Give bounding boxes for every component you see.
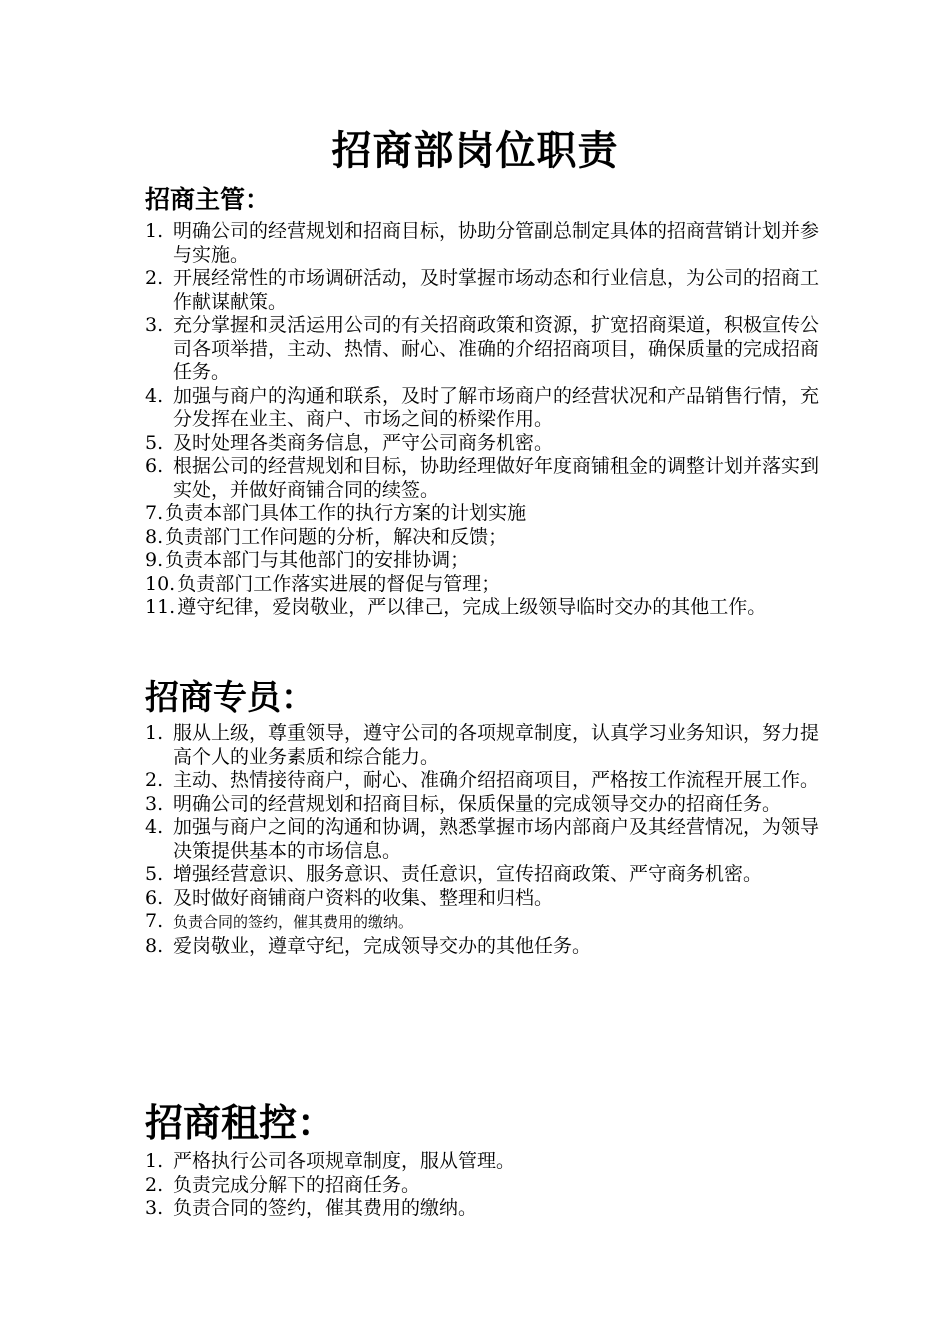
list-item — [145, 935, 825, 959]
list-item — [145, 793, 825, 817]
section-specialist — [145, 674, 825, 958]
item-text: 明确公司的经营规划和招商目标，协助分管副总制定具体的招商营销计划并参与实施。 — [173, 220, 820, 266]
item-text: 负责合同的签约，催其费用的缴纳。 — [173, 1197, 478, 1219]
item-text: 遵守纪律，爱岗敬业，严以律己，完成上级领导临时交办的其他工作。 — [177, 596, 767, 618]
list-item — [145, 549, 825, 573]
section-heading-supervisor: 招商主管： — [145, 185, 271, 214]
item-text: 爱岗敬业，遵章守纪，完成领导交办的其他任务。 — [173, 934, 592, 957]
item-number: 2. — [145, 267, 164, 289]
list-item — [145, 722, 825, 769]
item-number: 1. — [145, 722, 164, 744]
item-text: 及时做好商铺商户资料的收集、整理和归档。 — [173, 886, 554, 909]
list-item — [145, 596, 825, 620]
section-rent-control — [145, 1096, 825, 1221]
item-number: 2. — [145, 769, 164, 791]
list-item — [145, 887, 825, 911]
list-item — [145, 385, 825, 432]
section-supervisor — [145, 180, 825, 620]
item-text: 开展经常性的市场调研活动，及时掌握市场动态和行业信息，为公司的招商工作献谋献策。 — [173, 267, 820, 313]
list-item — [145, 526, 825, 550]
list-item — [145, 573, 825, 597]
section-heading-rent-control: 招商租控： — [145, 1100, 336, 1145]
item-number: 4. — [145, 816, 164, 838]
item-number: 8. — [145, 525, 164, 548]
item-number: 5. — [145, 431, 164, 454]
list-item — [145, 502, 825, 526]
item-number: 6. — [145, 455, 164, 477]
item-number: 6. — [145, 886, 164, 909]
item-number: 9. — [145, 549, 164, 571]
item-text: 加强与商户之间的沟通和协调，熟悉掌握市场内部商户及其经营情况，为领导决策提供基本的市场信息。 — [173, 816, 820, 862]
list-item — [145, 769, 825, 793]
list-item — [145, 267, 825, 314]
rent-control-duty-list — [145, 1150, 825, 1221]
item-number: 8. — [145, 934, 164, 957]
item-text: 负责本部门与其他部门的安排协调； — [165, 549, 470, 571]
list-item — [145, 314, 825, 385]
item-number: 2. — [145, 1173, 164, 1196]
specialist-duty-list — [145, 722, 825, 958]
item-text: 明确公司的经营规划和招商目标，保质保量的完成领导交办的招商任务。 — [173, 792, 782, 815]
list-item — [145, 455, 825, 502]
list-item — [145, 1197, 825, 1221]
list-item — [145, 816, 825, 863]
item-number: 3. — [145, 314, 164, 336]
item-number: 3. — [145, 792, 164, 815]
section-heading-specialist: 招商专员： — [145, 678, 315, 718]
list-item — [145, 910, 825, 935]
item-number: 10. — [145, 572, 176, 595]
item-text: 及时处理各类商务信息，严守公司商务机密。 — [173, 431, 554, 454]
item-number: 11. — [145, 596, 176, 618]
list-item — [145, 432, 825, 456]
item-text: 服从上级，尊重领导，遵守公司的各项规章制度，认真学习业务知识，努力提高个人的业务素质和综合能力。 — [173, 722, 820, 768]
item-text: 严格执行公司各项规章制度，服从管理。 — [173, 1150, 516, 1172]
list-item — [145, 1150, 825, 1174]
list-item — [145, 1174, 825, 1198]
item-text: 根据公司的经营规划和目标，协助经理做好年度商铺租金的调整计划并落实到实处，并做好商铺合同的续签。 — [173, 455, 820, 501]
list-item — [145, 220, 825, 267]
item-text: 增强经营意识、服务意识、责任意识，宣传招商政策、严守商务机密。 — [173, 863, 763, 885]
item-text: 主动、热情接待商户，耐心、准确介绍招商项目，严格按工作流程开展工作。 — [173, 769, 820, 791]
item-text: 负责部门工作问题的分析，解决和反馈； — [165, 525, 508, 548]
item-number: 7. — [145, 910, 164, 932]
item-text: 负责部门工作落实进展的督促与管理； — [177, 572, 501, 595]
item-number: 1. — [145, 1150, 164, 1172]
item-text: 充分掌握和灵活运用公司的有关招商政策和资源，扩宽招商渠道，积极宣传公司各项举措，主动、热情、耐心、准确的介绍招商项目，确保质量的完成招商任务。 — [173, 314, 820, 383]
item-number: 3. — [145, 1197, 164, 1219]
list-item — [145, 863, 825, 887]
item-number: 5. — [145, 863, 164, 885]
page-title: 招商部岗位职责 — [331, 127, 619, 174]
item-number: 7. — [145, 502, 164, 524]
item-number: 4. — [145, 384, 164, 407]
supervisor-duty-list-continued — [145, 502, 825, 620]
supervisor-duty-list — [145, 220, 825, 502]
item-text: 负责完成分解下的招商任务。 — [173, 1173, 421, 1196]
item-text: 负责合同的签约，催其费用的缴纳。 — [173, 913, 414, 931]
item-number: 1. — [145, 220, 164, 242]
item-text: 加强与商户的沟通和联系，及时了解市场商户的经营状况和产品销售行情，充分发挥在业主、商户、市场之间的桥梁作用。 — [173, 384, 820, 430]
item-text: 负责本部门具体工作的执行方案的计划实施 — [165, 502, 527, 524]
